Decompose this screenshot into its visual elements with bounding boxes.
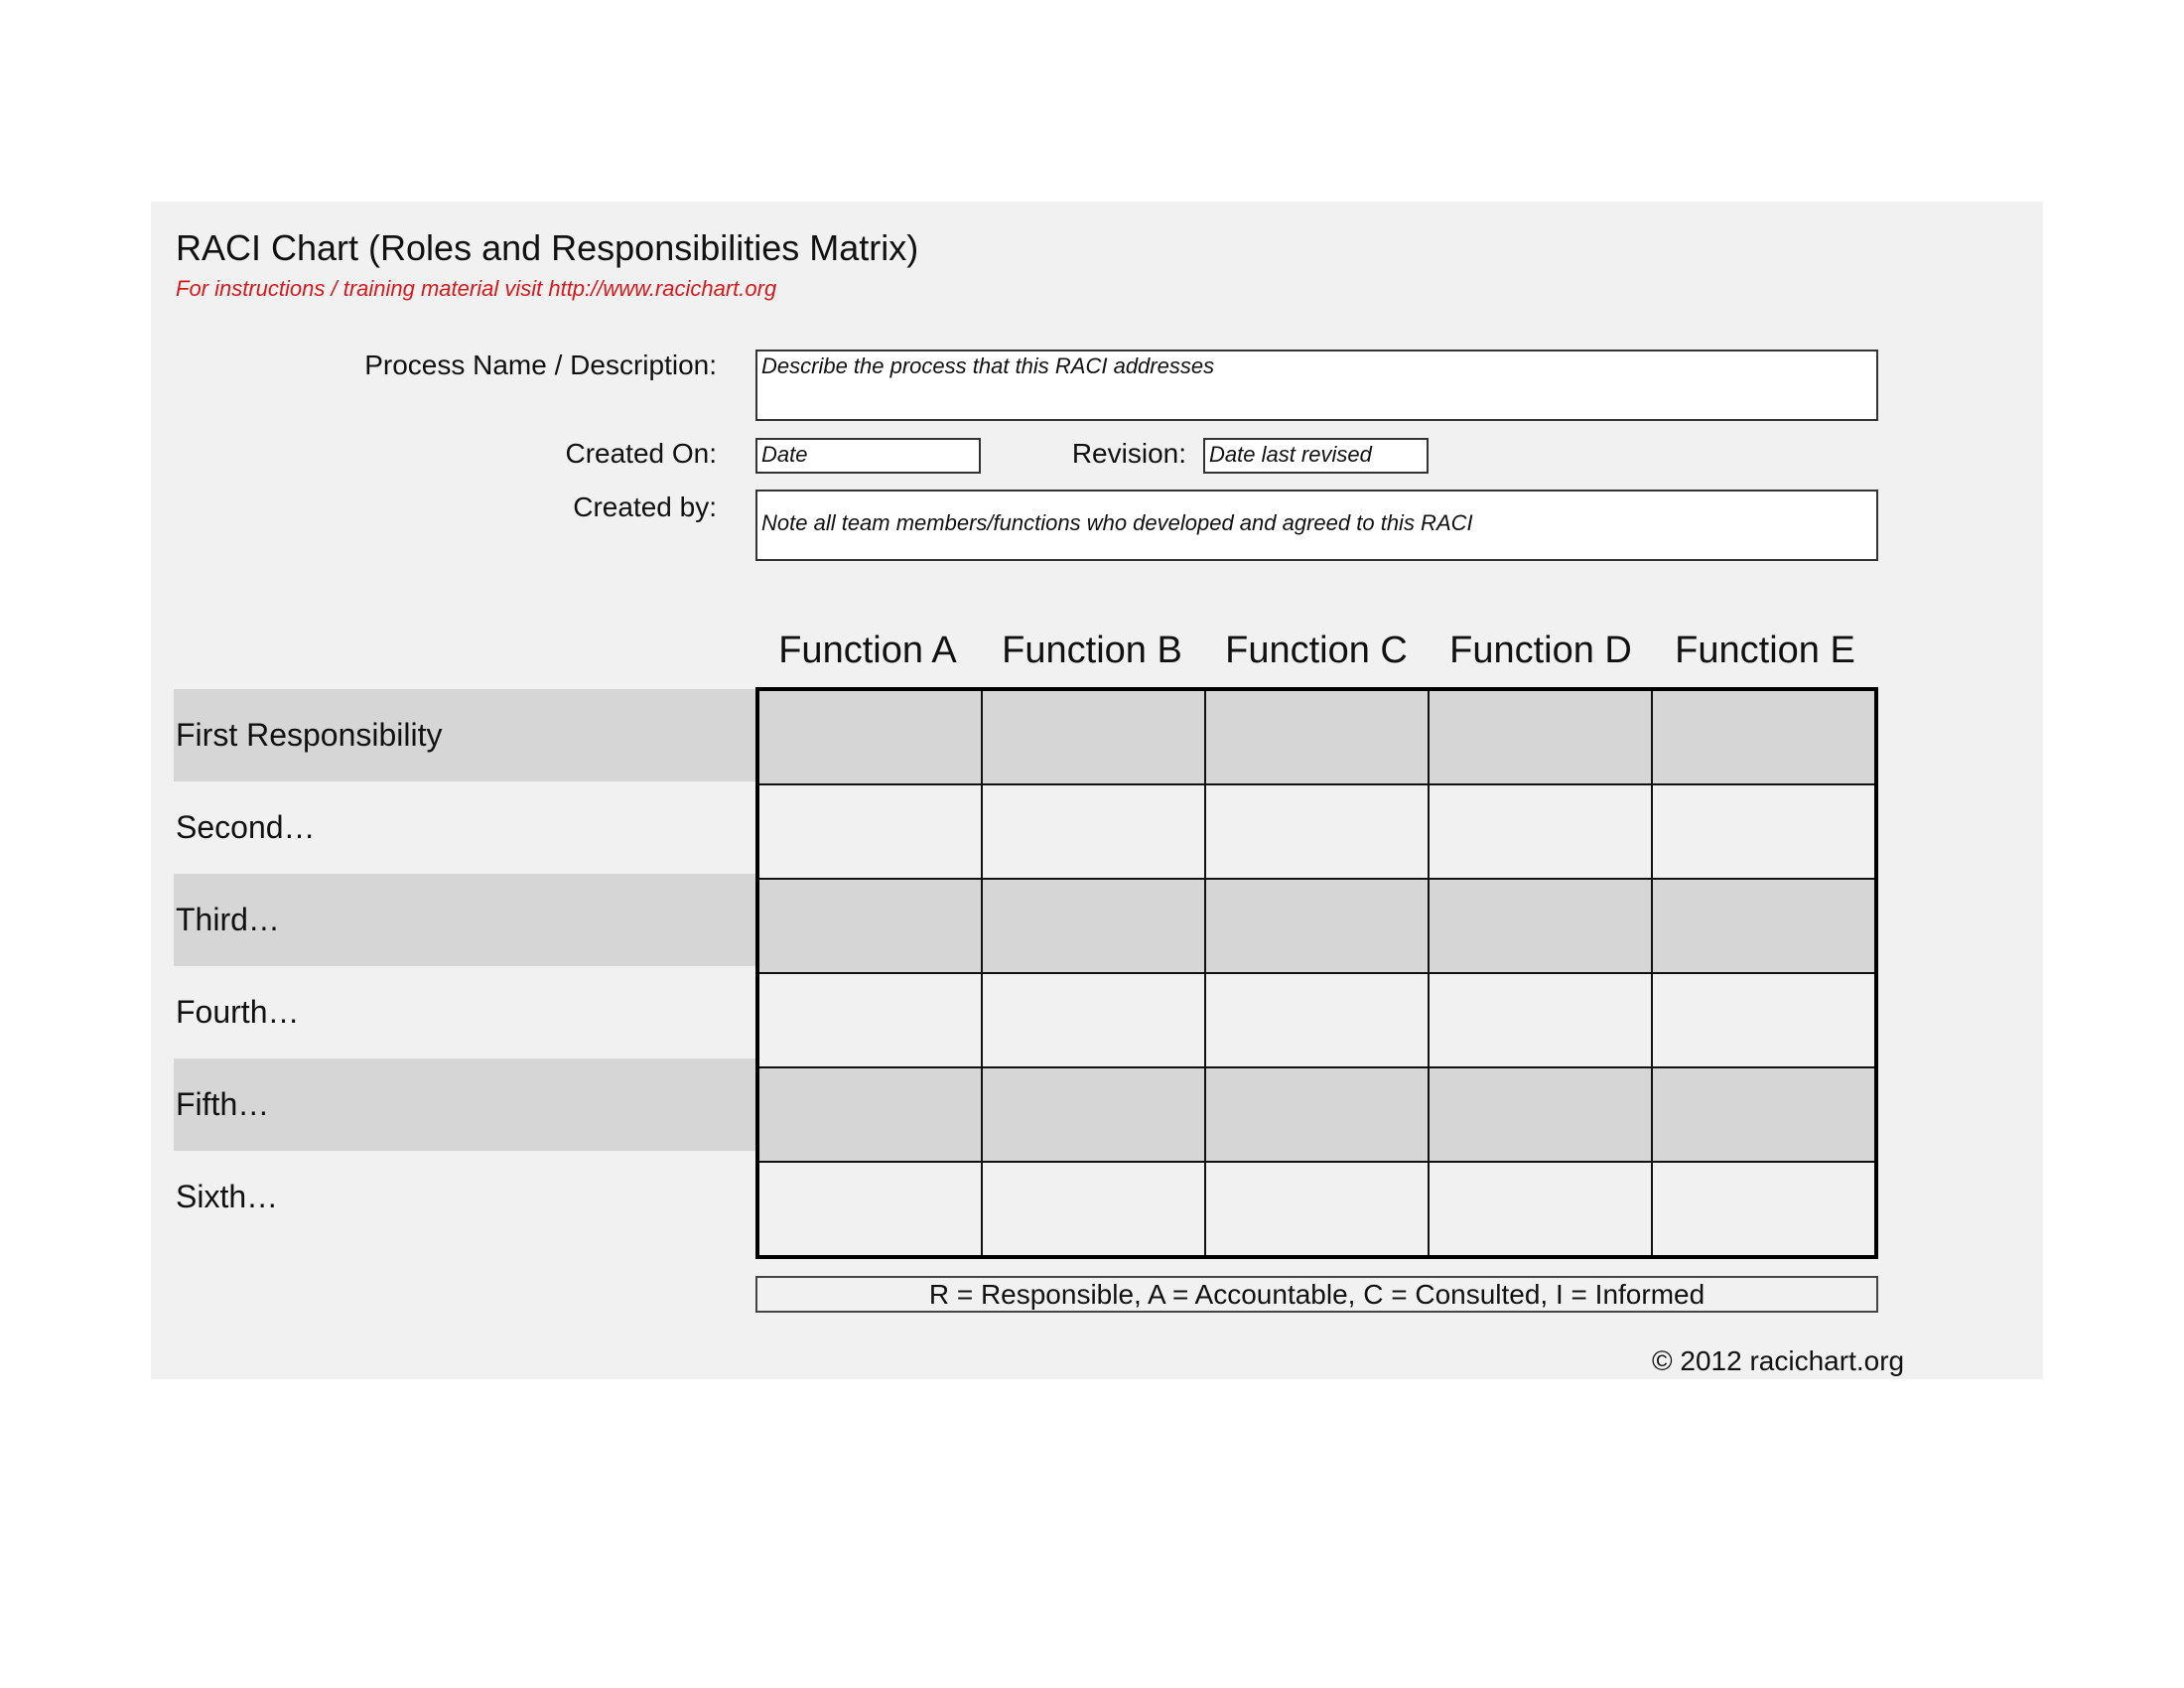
matrix-cell[interactable] <box>1429 689 1652 784</box>
responsibility-row-label[interactable]: Second… <box>176 809 316 845</box>
column-header-function-a[interactable]: Function A <box>778 630 957 671</box>
column-header-function-e[interactable]: Function E <box>1675 630 1855 671</box>
matrix-cell[interactable] <box>1205 1067 1429 1162</box>
created-on-field[interactable]: Date <box>755 438 981 474</box>
matrix-row-4 <box>757 973 1876 1067</box>
matrix-cell[interactable] <box>757 879 982 973</box>
created-by-field[interactable]: Note all team members/functions who developed and agreed to this RACI <box>755 490 1878 561</box>
matrix-cell[interactable] <box>982 1162 1205 1257</box>
matrix-cell[interactable] <box>757 1067 982 1162</box>
matrix-cell[interactable] <box>757 1162 982 1257</box>
matrix-row-2 <box>757 784 1876 879</box>
responsibility-row-label[interactable]: First Responsibility <box>176 717 443 753</box>
matrix-cell[interactable] <box>982 784 1205 879</box>
matrix-cell[interactable] <box>1205 784 1429 879</box>
matrix-cell[interactable] <box>982 1067 1205 1162</box>
matrix-cell[interactable] <box>1652 784 1876 879</box>
matrix-cell[interactable] <box>1652 1162 1876 1257</box>
matrix-cell[interactable] <box>1652 1067 1876 1162</box>
column-header-function-d[interactable]: Function D <box>1449 630 1632 671</box>
matrix-cell[interactable] <box>982 689 1205 784</box>
revision-label: Revision: <box>1071 438 1186 469</box>
copyright-notice: © 2012 racichart.org <box>1652 1345 1905 1376</box>
matrix-row-1 <box>757 689 1876 784</box>
matrix-row-6 <box>757 1162 1876 1257</box>
matrix-cell[interactable] <box>757 784 982 879</box>
created-on-label: Created On: <box>565 438 717 469</box>
matrix-cell[interactable] <box>757 973 982 1067</box>
matrix-row-5 <box>757 1067 1876 1162</box>
responsibility-row-label[interactable]: Fourth… <box>176 994 300 1030</box>
revision-field[interactable]: Date last revised <box>1203 438 1429 474</box>
matrix-cell[interactable] <box>1652 879 1876 973</box>
page-title: RACI Chart (Roles and Responsibilities Matrix) <box>176 227 919 268</box>
matrix-cell[interactable] <box>1429 784 1652 879</box>
instructions-link-text[interactable]: For instructions / training material visit http://www.racichart.org <box>176 276 777 301</box>
matrix-cell[interactable] <box>1652 689 1876 784</box>
matrix-cell[interactable] <box>1429 1067 1652 1162</box>
matrix-cell[interactable] <box>1205 973 1429 1067</box>
column-header-function-b[interactable]: Function B <box>1002 630 1182 671</box>
process-description-field[interactable]: Describe the process that this RACI addresses <box>755 350 1878 421</box>
matrix-cell[interactable] <box>1205 1162 1429 1257</box>
column-header-function-c[interactable]: Function C <box>1225 630 1408 671</box>
matrix-cell[interactable] <box>982 973 1205 1067</box>
matrix-row-3 <box>757 879 1876 973</box>
raci-legend: R = Responsible, A = Accountable, C = Consulted, I = Informed <box>755 1276 1878 1313</box>
responsibility-row-label[interactable]: Third… <box>176 902 280 937</box>
matrix-cell[interactable] <box>982 879 1205 973</box>
matrix-cell[interactable] <box>757 689 982 784</box>
matrix-cell[interactable] <box>1652 973 1876 1067</box>
matrix-cell[interactable] <box>1205 689 1429 784</box>
raci-matrix-grid <box>755 687 1878 1259</box>
matrix-cell[interactable] <box>1205 879 1429 973</box>
created-by-label: Created by: <box>573 492 717 522</box>
responsibility-row-label[interactable]: Fifth… <box>176 1086 270 1122</box>
matrix-cell[interactable] <box>1429 1162 1652 1257</box>
matrix-cell[interactable] <box>1429 973 1652 1067</box>
responsibility-row-label[interactable]: Sixth… <box>176 1179 279 1214</box>
matrix-cell[interactable] <box>1429 879 1652 973</box>
process-name-label: Process Name / Description: <box>364 350 717 380</box>
